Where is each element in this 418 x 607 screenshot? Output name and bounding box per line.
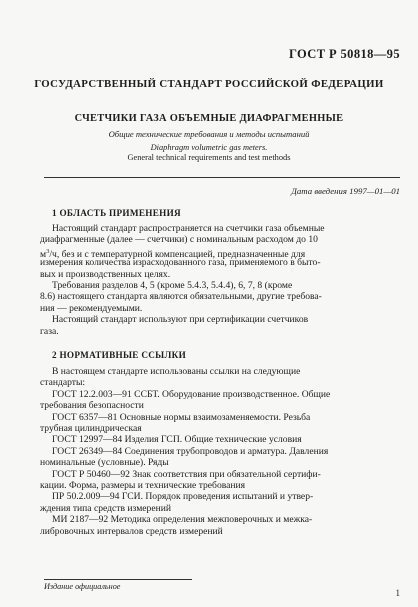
document-title: СЧЕТЧИКИ ГАЗА ОБЪЕМНЫЕ ДИАФРАГМЕННЫЕ <box>74 113 344 124</box>
reference-line: ГОСТ 12997—84 Изделия ГСП. Общие технические условия <box>52 434 302 446</box>
unit-cubic-meter: $м^3$ <box>40 247 50 260</box>
paragraph-line: ния — рекомендуемыми. <box>40 302 143 314</box>
paragraph-line: В настоящем стандарте использованы ссылки на следующие <box>52 366 301 377</box>
paragraph-line: $м^3/ч$, без и с температурной компенсацией, предназначенные для <box>40 247 306 260</box>
section-2-heading: 2 НОРМАТИВНЫЕ ССЫЛКИ <box>52 350 187 360</box>
subtitle-english-1: Diaphragm volumetric gas meters. <box>150 143 268 152</box>
top-divider <box>44 177 400 178</box>
reference-line: требования безопасности <box>40 400 144 412</box>
paragraph-line: измерения количества израсходованного газа, применяемого в быто- <box>40 257 321 269</box>
reference-line: ПР 50.2.009—94 ГСИ. Порядок проведения испытаний и утвер- <box>52 491 314 503</box>
paragraph-line: стандарты: <box>40 377 86 389</box>
paragraph-line: диафрагменные (далее — счетчики) с номинальным расходом до 10 <box>40 234 318 246</box>
reference-line: кации. Форма, размеры и технические требования <box>40 480 246 491</box>
paragraph-line: вых и производственных целях. <box>40 268 171 280</box>
reference-line: либровочных интервалов средств измерений <box>40 525 223 537</box>
introduction-date: Дата введения 1997—01—01 <box>291 186 400 196</box>
official-edition-label: Издание официальное <box>44 582 121 591</box>
page-number: 1 <box>395 588 400 598</box>
reference-line: трубная цилиндрическая <box>40 423 142 434</box>
paragraph-line: газа. <box>40 325 59 337</box>
section-1-heading: 1 ОБЛАСТЬ ПРИМЕНЕНИЯ <box>52 208 181 218</box>
subtitle-english-2: General technical requirements and test methods <box>127 153 291 162</box>
reference-line: номинальные (условные). Ряды <box>40 457 169 469</box>
reference-line: МИ 2187—92 Методика определения межповерочных и межка- <box>52 514 313 526</box>
paragraph-line: 8.6) настоящего стандарта являются обязательными, другие требова- <box>40 291 322 303</box>
reference-line: ГОСТ 12.2.003—91 ССБТ. Оборудование производственное. Общие <box>52 388 331 400</box>
paragraph-line: Требования разделов 4, 5 (кроме 5.4.3, 5.4.4), 6, 7, 8 (кроме <box>52 280 293 291</box>
state-standard-heading: ГОСУДАРСТВЕННЫЙ СТАНДАРТ РОССИЙСКОЙ ФЕДЕРАЦИИ <box>34 78 384 90</box>
paragraph-line: Настоящий стандарт используют при сертификации счетчиков <box>52 314 309 326</box>
reference-line: ждения типа средств измерений <box>40 502 171 514</box>
paragraph-line: Настоящий стандарт распространяется на счетчики газа объемные <box>52 223 325 234</box>
footer-divider <box>44 579 192 580</box>
reference-line: ГОСТ 26349—84 Соединения трубопроводов и арматура. Давления <box>52 445 329 457</box>
reference-line: ГОСТ Р 50460—92 Знак соответствия при обязательной сертифи- <box>52 468 321 480</box>
subtitle-russian: Общие технические требования и методы испытаний <box>108 129 310 139</box>
reference-line: ГОСТ 6357—81 Основные нормы взаимозаменяемости. Резьба <box>52 411 311 423</box>
gost-number: ГОСТ Р 50818—95 <box>288 47 400 61</box>
